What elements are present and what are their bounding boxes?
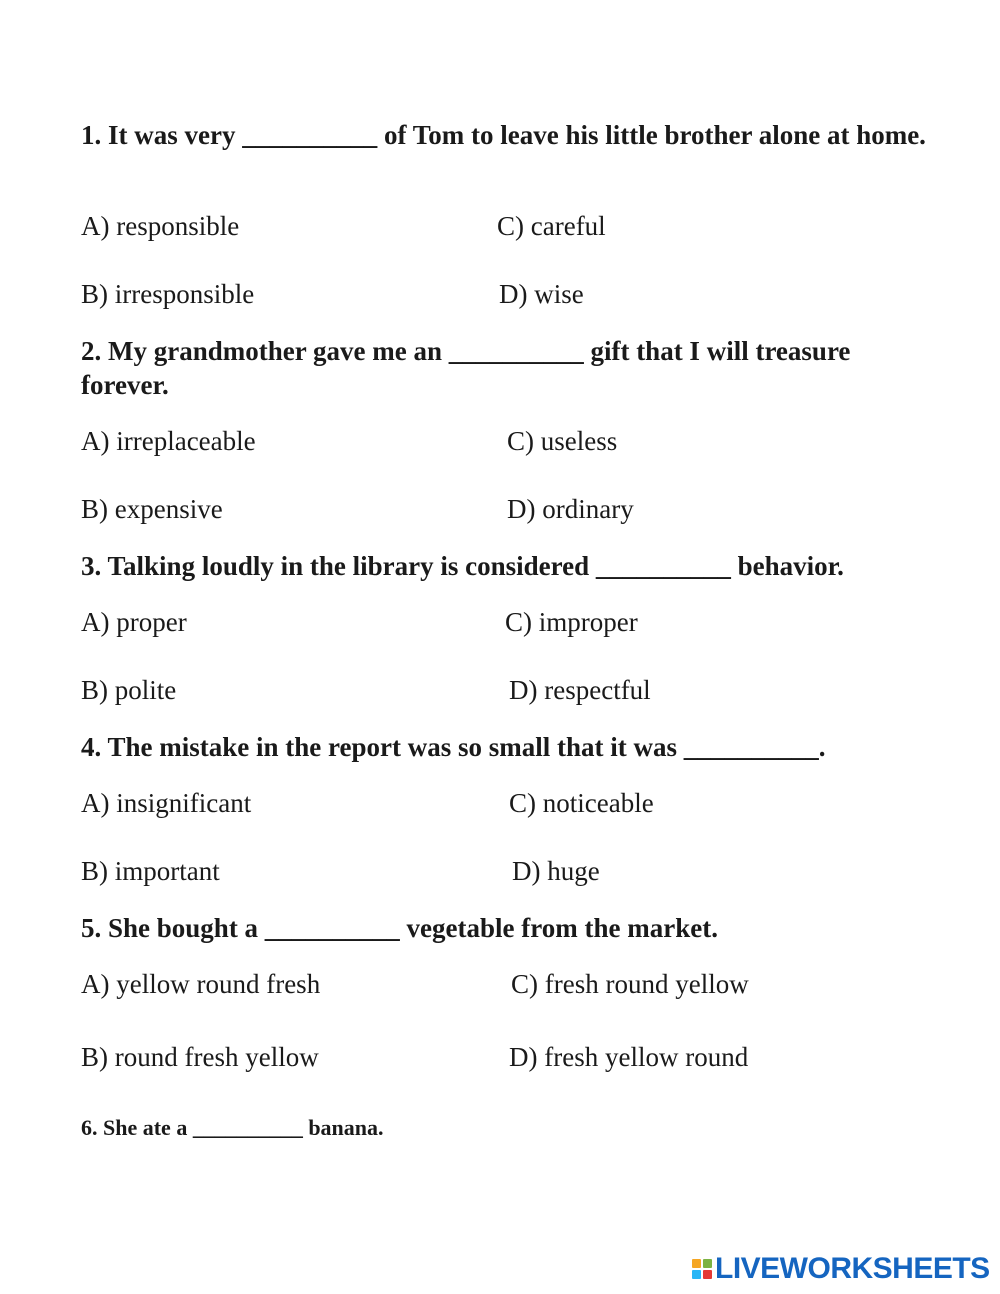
question-3-option-a[interactable]: A) proper	[81, 607, 187, 637]
question-1-option-a[interactable]: A) responsible	[81, 211, 240, 241]
question-4-option-c[interactable]: C) noticeable	[509, 788, 654, 818]
question-5-option-c[interactable]: C) fresh round yellow	[511, 969, 749, 999]
question-4-option-d[interactable]: D) huge	[512, 856, 600, 886]
logo-tile	[692, 1259, 701, 1268]
question-3-text: 3. Talking loudly in the library is considered __________ behavior.	[81, 551, 844, 581]
question-4-option-b[interactable]: B) important	[81, 856, 220, 886]
liveworksheets-logo-icon	[692, 1259, 712, 1279]
question-5-text: 5. She bought a __________ vegetable from the market.	[81, 913, 718, 943]
question-3-option-c[interactable]: C) improper	[505, 607, 638, 637]
question-3-option-d[interactable]: D) respectful	[509, 675, 651, 705]
question-2-option-a[interactable]: A) irreplaceable	[81, 426, 256, 456]
question-6-text: 6. She ate a __________ banana.	[81, 1115, 384, 1140]
question-3-option-b[interactable]: B) polite	[81, 675, 177, 705]
question-1-option-d[interactable]: D) wise	[499, 279, 584, 309]
question-4-option-a[interactable]: A) insignificant	[81, 788, 252, 818]
logo-tile	[703, 1270, 712, 1279]
question-5-option-d[interactable]: D) fresh yellow round	[509, 1042, 749, 1072]
question-1-option-b[interactable]: B) irresponsible	[81, 279, 255, 309]
logo-tile	[703, 1259, 712, 1268]
question-5-option-b[interactable]: B) round fresh yellow	[81, 1042, 319, 1072]
liveworksheets-logo	[692, 1254, 990, 1284]
question-2-option-b[interactable]: B) expensive	[81, 494, 223, 524]
question-1-option-c[interactable]: C) careful	[497, 211, 606, 241]
question-2-option-c[interactable]: C) useless	[507, 426, 618, 456]
logo-text: LIVEWORKSHEETS	[715, 1252, 990, 1285]
question-2-option-d[interactable]: D) ordinary	[507, 494, 634, 524]
question-1-text: 1. It was very __________ of Tom to leave his little brother alone at home.	[81, 120, 926, 150]
question-4-text: 4. The mistake in the report was so small that it was __________.	[81, 732, 826, 762]
logo-tile	[692, 1270, 701, 1279]
question-5-option-a[interactable]: A) yellow round fresh	[81, 969, 321, 999]
question-2-text: 2. My grandmother gave me an __________ gift that I will treasure forever.	[81, 336, 851, 400]
